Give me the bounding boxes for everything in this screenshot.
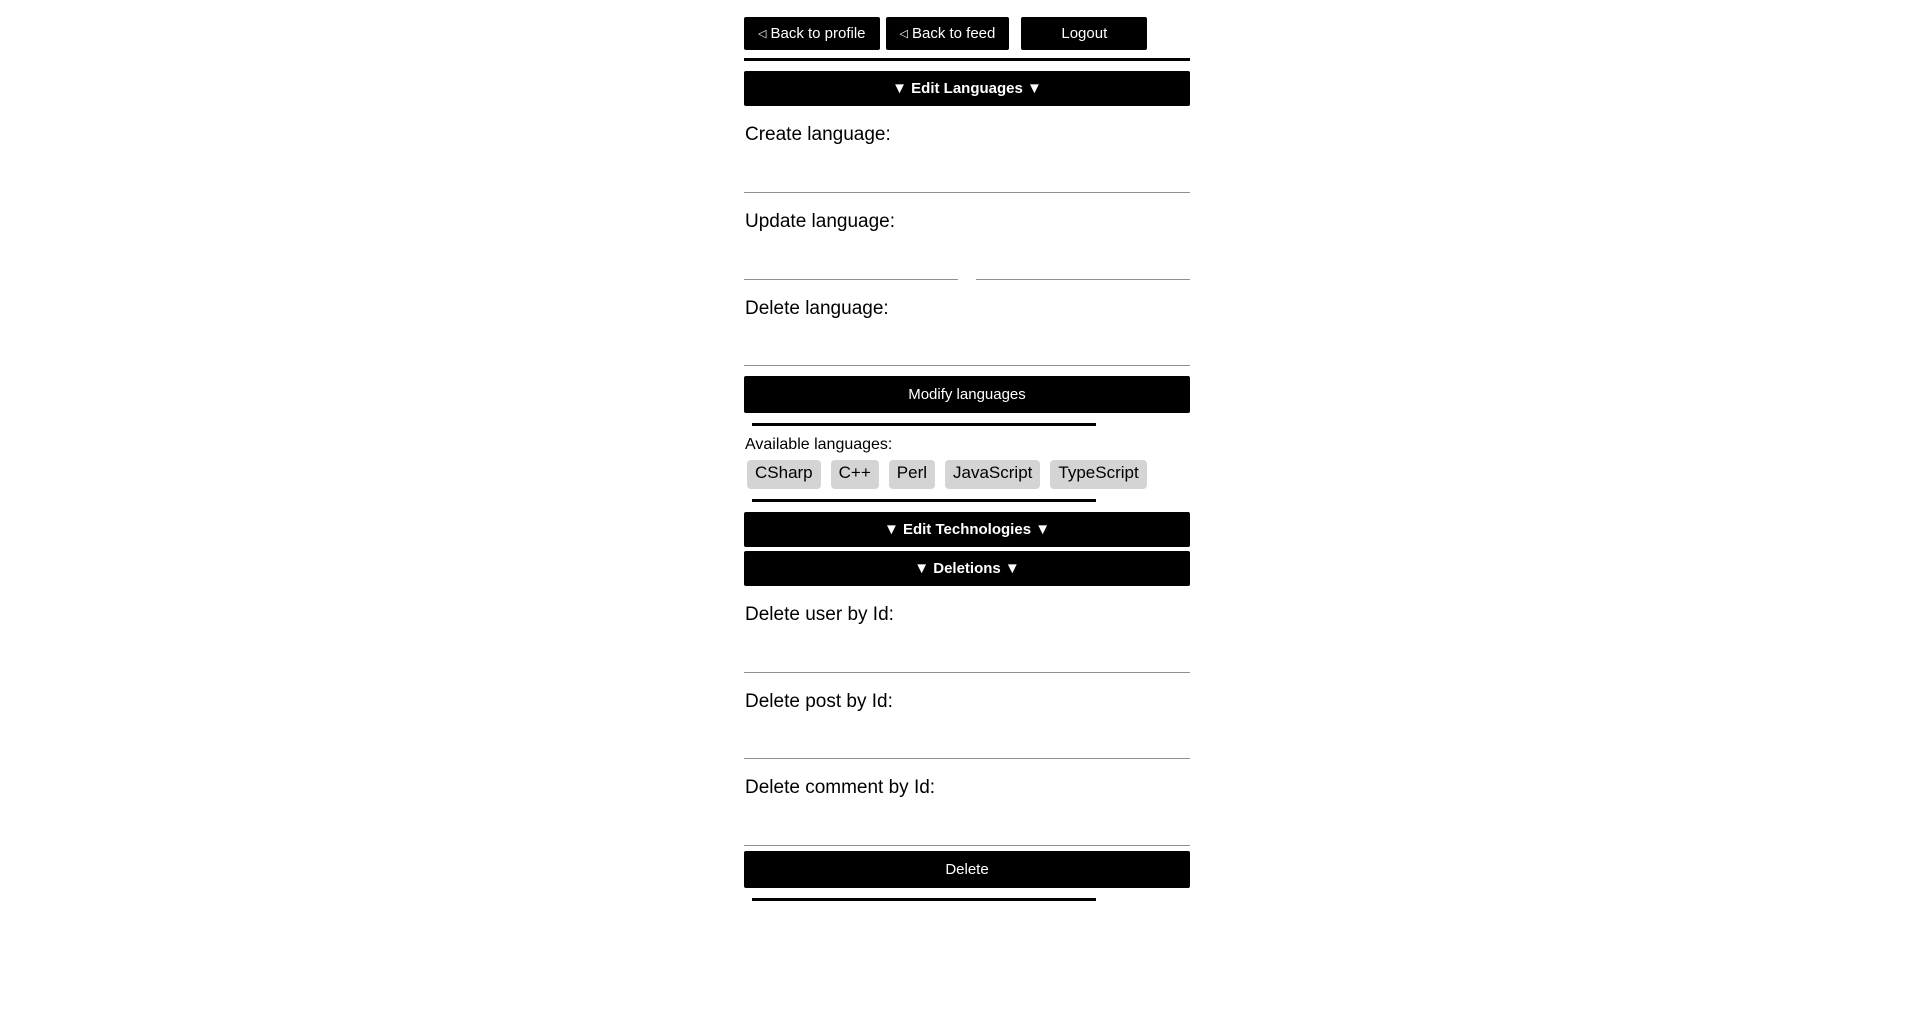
language-chip[interactable]: CSharp <box>747 460 821 488</box>
back-to-profile-label: Back to profile <box>770 25 866 42</box>
back-arrow-icon: ◁ <box>758 28 767 40</box>
edit-languages-panel <box>744 124 1190 502</box>
update-language-input-row <box>744 256 1190 280</box>
logout-button[interactable]: Logout <box>1021 17 1147 50</box>
deletions-panel <box>744 604 1190 901</box>
delete-post-label: Delete post by Id: <box>745 690 893 712</box>
divider-top <box>744 58 1190 61</box>
back-arrow-icon: ◁ <box>899 28 908 40</box>
delete-user-id-input[interactable] <box>744 649 1190 673</box>
delete-user-label: Delete user by Id: <box>745 603 894 625</box>
deletions-section-toggle[interactable]: ▼ Deletions ▼ <box>744 551 1190 586</box>
language-chip[interactable]: C++ <box>831 460 879 488</box>
delete-comment-label: Delete comment by Id: <box>745 777 936 799</box>
back-to-feed-label: Back to feed <box>911 25 996 42</box>
divider-after-modify <box>752 423 1096 426</box>
create-language-label: Create language: <box>745 124 891 145</box>
delete-language-label: Delete language: <box>745 297 889 319</box>
available-languages-label: Available languages: <box>745 436 893 454</box>
back-to-profile-button[interactable] <box>744 17 880 50</box>
language-chip[interactable]: Perl <box>889 460 935 488</box>
top-navigation-bar <box>744 0 1190 50</box>
update-language-old-input[interactable] <box>744 256 958 280</box>
update-language-new-input[interactable] <box>976 256 1190 280</box>
delete-button[interactable]: Delete <box>744 851 1190 888</box>
create-language-input[interactable] <box>744 169 1190 193</box>
language-chip[interactable]: TypeScript <box>1050 460 1146 488</box>
update-language-label: Update language: <box>745 210 896 232</box>
available-languages-list <box>747 460 1190 488</box>
language-chip[interactable]: JavaScript <box>945 460 1040 488</box>
admin-panel-column <box>744 0 1190 911</box>
edit-languages-section-toggle[interactable]: ▼ Edit Languages ▼ <box>744 71 1190 106</box>
delete-language-input[interactable] <box>744 342 1190 366</box>
back-to-feed-button[interactable] <box>886 17 1010 50</box>
delete-comment-id-input[interactable] <box>744 822 1190 846</box>
divider-after-languages <box>752 499 1096 502</box>
divider-bottom <box>752 898 1096 901</box>
edit-technologies-section-toggle[interactable]: ▼ Edit Technologies ▼ <box>744 512 1190 547</box>
modify-languages-button[interactable]: Modify languages <box>744 376 1190 413</box>
delete-post-id-input[interactable] <box>744 735 1190 759</box>
